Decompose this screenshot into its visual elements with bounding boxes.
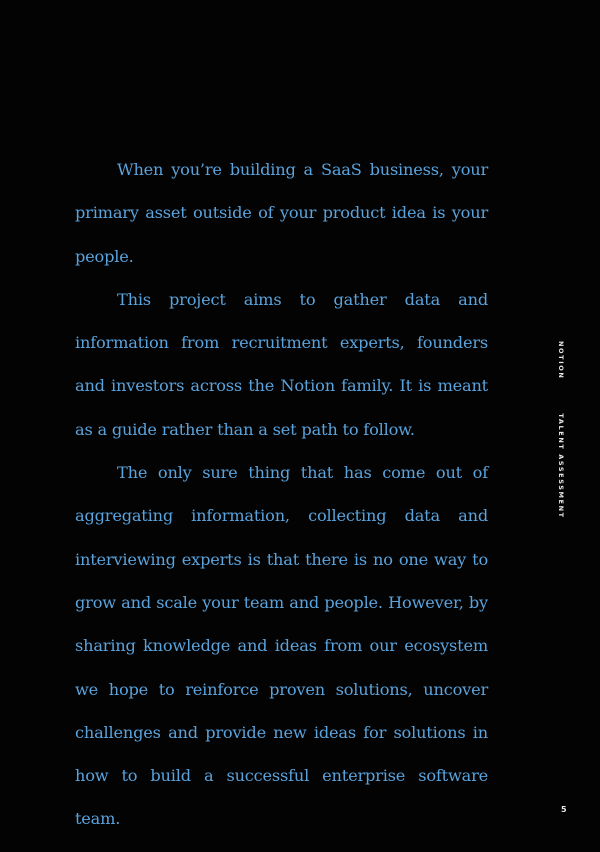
body-text bbox=[75, 148, 488, 841]
paragraph-conclusion: The only sure thing that has come out of aggregating information, collecting data and interviewing experts is that there is no one way to grow and scale your team and people. However, by sharing knowledge and ideas from our ecosystem we hope to reinforce proven solutions, uncover challenges and provide new ideas for solutions in how to build a successful enterprise software team. bbox=[75, 463, 488, 829]
section-label: TALENT ASSESSMENT bbox=[557, 413, 565, 519]
paragraph-intro: When you’re building a SaaS business, your primary asset outside of your product idea is your people. bbox=[75, 160, 488, 266]
brand-label: NOTION bbox=[557, 341, 565, 380]
page-number: 5 bbox=[561, 805, 567, 814]
paragraph-project-aim: This project aims to gather data and information from recruitment experts, founders and investors across the Notion family. It is meant as a guide rather than a set path to follow. bbox=[75, 289, 488, 439]
running-header bbox=[557, 341, 565, 519]
